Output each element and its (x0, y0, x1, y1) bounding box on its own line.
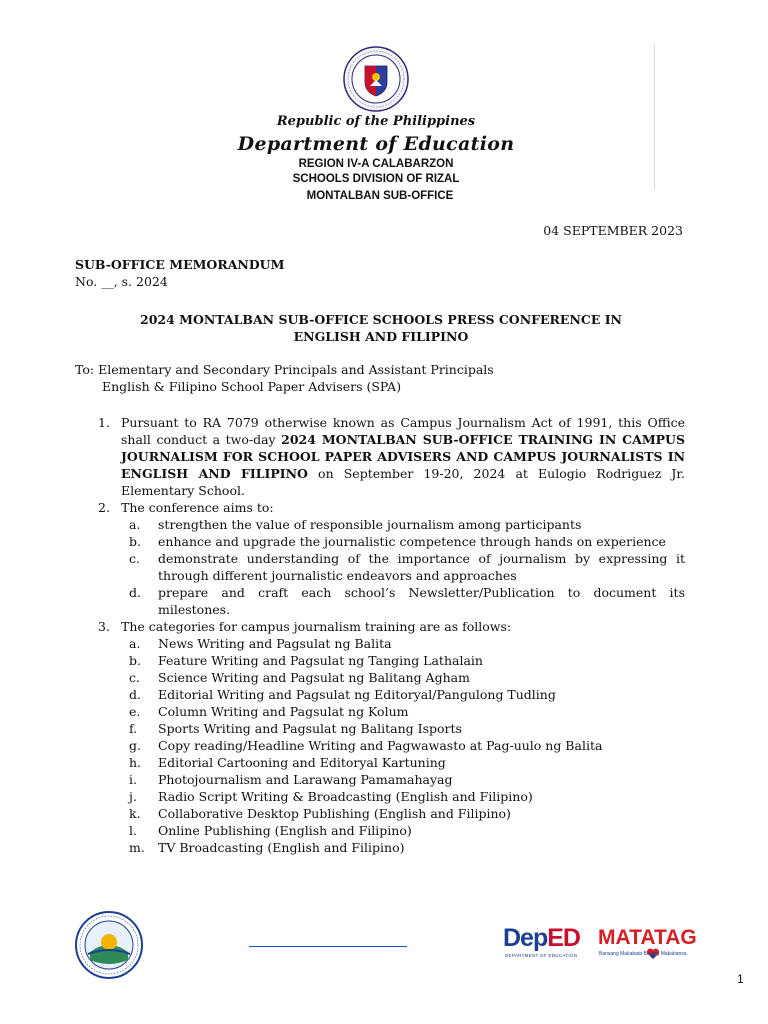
list-item (75, 414, 685, 499)
item-text: The categories for campus journalism training are as follows: a. News Writing and Pagsulat ng Balita b. Feature Writing and Pagsulat ng Tanging Lathalain c. Science Writing and Pagsulat ng Balitang Agham d. Editorial Writing and Pagsulat ng Editoryal/Pangulong Tudling e. Column Writing and Pagsulat ng Kolum f. Sports Writing and Pagsulat ng Balitang Isports g. Copy reading/Headline Writing and Pagwawasto at Pag-uulo ng Balita h. Editorial Cartooning and Editoryal Kartuning i. Photojournalism and Larawang Pamamahayag j. Radio Script Writing & Broadcasting (English and Filipino) k. Collaborative Desktop Publishing (English and Filipino) l. Online Publishing (English and Filipino) m. TV Broadcasting (English and Filipino) (121, 618, 685, 856)
sublist-item (121, 635, 685, 652)
recipients-line-2: English & Filipino School Paper Advisers (SPA) (102, 379, 402, 394)
sublist-letter: a. (129, 517, 141, 532)
department-heading: Department of Education (237, 133, 515, 155)
region-heading: REGION IV-A CALABARZON (298, 158, 454, 170)
sublist-letter: c. (129, 670, 140, 685)
matatag-tagline: Bansang Makabata Batang Makabansa (599, 951, 687, 957)
sublist-text: enhance and upgrade the journalistic competence through hands on experience (158, 534, 666, 549)
sublist-text: prepare and craft each school’s Newsletter/Publication to document its milestones. (158, 585, 685, 617)
sublist-text: Radio Script Writing & Broadcasting (English and Filipino) (158, 789, 533, 804)
item-number: 3. (98, 619, 110, 634)
sublist-item (121, 839, 685, 856)
sublist-letter: g. (129, 738, 141, 753)
memo-number: No. __, s. 2024 (75, 274, 168, 289)
sublist-item (121, 788, 685, 805)
sublist-letter: a. (129, 636, 141, 651)
sublist-text: Editorial Cartooning and Editoryal Kartuning (158, 755, 446, 770)
republic-heading: Republic of the Philippines (276, 114, 476, 129)
sublist-text: Column Writing and Pagsulat ng Kolum (158, 704, 409, 719)
sublist-text: Photojournalism and Larawang Pamamahayag (158, 772, 453, 787)
sublist-text: TV Broadcasting (English and Filipino) (158, 840, 405, 855)
sublist-item (121, 686, 685, 703)
list-item (75, 499, 685, 618)
sublist-text: Science Writing and Pagsulat ng Balitang Agham (158, 670, 470, 685)
sublist-item (121, 754, 685, 771)
deped-logo-subtitle: DEPARTMENT OF EDUCATION (505, 953, 578, 958)
sublist-text: Feature Writing and Pagsulat ng Tanging Lathalain (158, 653, 483, 668)
sublist-text: Online Publishing (English and Filipino) (158, 823, 412, 838)
item-text: The conference aims to: a. strengthen the value of responsible journalism among participants b. enhance and upgrade the journalistic competence through hands on experience c. demonstrate understanding of the importance of journalism by expressing it through different journalistic endeavors and approaches d. prepare and craft each school’s Newsletter/Publication to document its milestones. (121, 500, 685, 617)
memo-body (75, 414, 685, 856)
item-number: 2. (98, 500, 110, 515)
matatag-logo: MATATAG (598, 926, 697, 949)
sublist-letter: d. (129, 585, 141, 600)
page-number: 1 (737, 972, 744, 986)
sublist-item (121, 533, 685, 550)
subject-line-2: ENGLISH AND FILIPINO (293, 329, 469, 344)
sublist-item (121, 737, 685, 754)
sublist-item (121, 669, 685, 686)
item-number: 1. (98, 415, 110, 430)
sublist-letter: d. (129, 687, 141, 702)
sublist-letter: b. (129, 534, 141, 549)
sublist-letter: b. (129, 653, 141, 668)
sublist-item (121, 720, 685, 737)
sublist-item (121, 584, 685, 618)
email-link-underline[interactable] (249, 946, 407, 947)
sublist-text: Editorial Writing and Pagsulat ng Editoryal/Pangulong Tudling (158, 687, 556, 702)
sublist-letter: j. (129, 789, 137, 804)
sublist-letter: e. (129, 704, 141, 719)
memo-date: 04 SEPTEMBER 2023 (543, 223, 683, 238)
sublist-text: Sports Writing and Pagsulat ng Balitang Isports (158, 721, 462, 736)
deped-logo: DepED (503, 924, 580, 952)
deped-seal-icon (343, 46, 409, 112)
memo-title: SUB-OFFICE MEMORANDUM (75, 257, 285, 272)
sublist-letter: m. (129, 840, 145, 855)
sublist-item (121, 516, 685, 533)
sublist-text: Copy reading/Headline Writing and Pagwawasto at Pag-uulo ng Balita (158, 738, 603, 753)
recipients-line-1: To: Elementary and Secondary Principals and Assistant Principals (75, 362, 494, 377)
sublist-text: strengthen the value of responsible journalism among participants (158, 517, 582, 532)
sublist-letter: f. (129, 721, 138, 736)
sublist-letter: i. (129, 772, 137, 787)
sublist-item (121, 805, 685, 822)
sublist-letter: l. (129, 823, 137, 838)
sublist-item (121, 550, 685, 584)
subject-line-1: 2024 MONTALBAN SUB-OFFICE SCHOOLS PRESS CONFERENCE IN (140, 312, 622, 327)
sublist-text: demonstrate understanding of the importance of journalism by expressing it through different journalistic endeavors and approaches (158, 551, 685, 583)
sublist-letter: c. (129, 551, 140, 566)
sublist-item (121, 652, 685, 669)
item-text: Pursuant to RA 7079 otherwise known as Campus Journalism Act of 1991, this Office shall conduct a two-day 2024 MONTALBAN SUB-OFFICE TRAINING IN CAMPUS JOURNALISM FOR SCHOOL PAPER ADVISERS AND CAMPUS JOURNALISTS IN ENGLISH AND FILIPINO on September 19-20, 2024 at Eulogio Rodriguez Jr. Elementary School. (121, 415, 685, 498)
division-heading: SCHOOLS DIVISION OF RIZAL (292, 173, 460, 185)
aims-sublist (121, 516, 685, 618)
memo-subject (75, 311, 687, 345)
sublist-item (121, 703, 685, 720)
sublist-letter: h. (129, 755, 142, 770)
categories-sublist (121, 635, 685, 856)
rizal-division-seal-icon (74, 910, 144, 980)
sublist-letter: k. (129, 806, 141, 821)
sublist-text: Collaborative Desktop Publishing (English and Filipino) (158, 806, 511, 821)
sublist-text: News Writing and Pagsulat ng Balita (158, 636, 392, 651)
sublist-item (121, 771, 685, 788)
sublist-item (121, 822, 685, 839)
list-item (75, 618, 685, 856)
suboffice-heading: MONTALBAN SUB-OFFICE (306, 190, 454, 202)
